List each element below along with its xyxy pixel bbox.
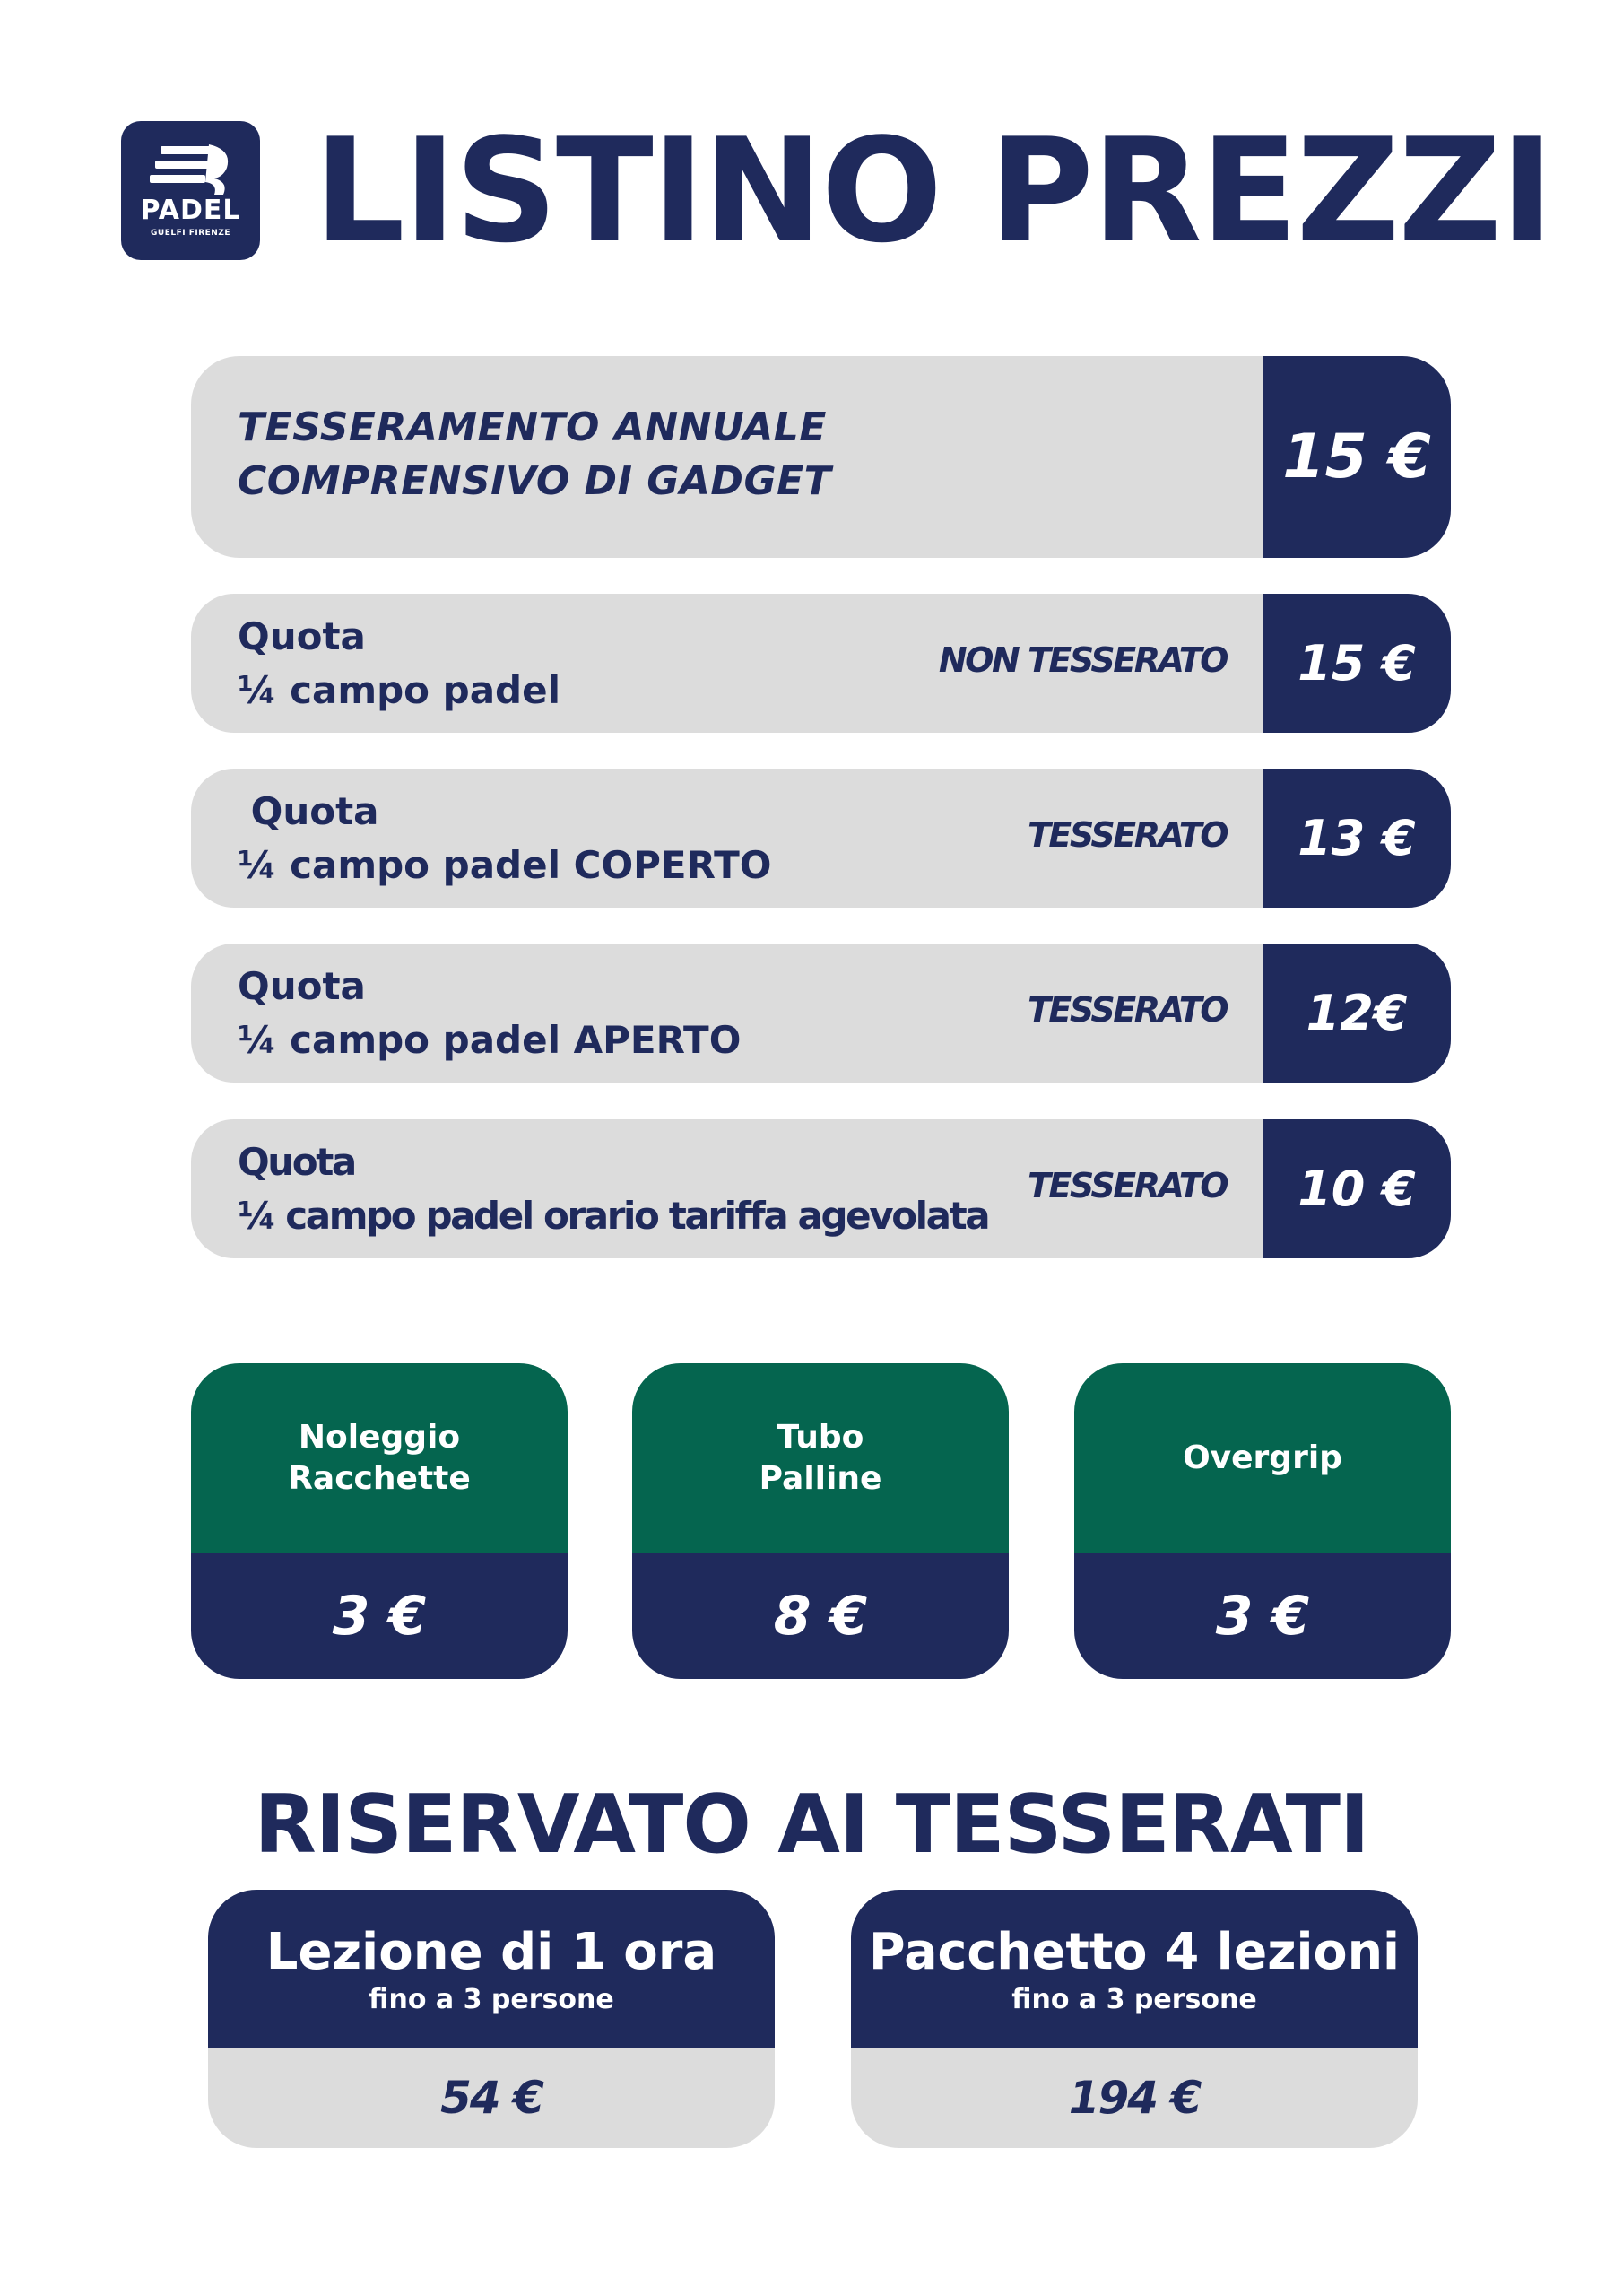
logo-wordmark: PADEL [140, 195, 241, 226]
rate-member-tag: TESSERATO [1028, 815, 1227, 855]
item-card-name [191, 1363, 568, 1553]
item-card-overgrip [1074, 1363, 1451, 1679]
rate-member-tag: NON TESSERATO [938, 640, 1227, 680]
rate-price: 10 € [1263, 1119, 1451, 1258]
item-card-price: 3 € [1074, 1553, 1451, 1679]
rate-row [191, 1119, 1451, 1258]
rate-label-line1: Quota [238, 789, 379, 833]
lesson-price: 194 € [1068, 2072, 1201, 2124]
membership-row [191, 356, 1451, 558]
rate-member-tag: TESSERATO [1028, 1166, 1227, 1205]
item-card-rackets [191, 1363, 568, 1679]
rate-label-line2: ¼ campo padel orario tariffa agevolata [238, 1194, 989, 1238]
rate-label [238, 785, 771, 892]
lesson-card-single [208, 1890, 775, 2148]
rate-price: 12€ [1263, 944, 1451, 1083]
rate-row [191, 594, 1451, 733]
item-name-text: Overgrip [1183, 1439, 1342, 1476]
club-logo [121, 121, 260, 260]
item-card-name [632, 1363, 1009, 1553]
item-card-price: 8 € [632, 1553, 1009, 1679]
rate-label [238, 1135, 988, 1243]
rate-label-line2: ¼ campo padel [238, 668, 560, 712]
membership-label [238, 401, 831, 509]
rate-label-line1: Quota [238, 964, 366, 1008]
item-card-price: 3 € [191, 1553, 568, 1679]
lesson-price: 54 € [440, 2072, 542, 2124]
rate-label-line1: Quota [238, 614, 366, 658]
logo-subtitle: GUELFI FIRENZE [151, 229, 230, 238]
rate-member-tag: TESSERATO [1028, 990, 1227, 1030]
members-section-title: RISERVATO AI TESSERATI [254, 1778, 1369, 1872]
page-title: LISTINO PREZZI [314, 107, 1552, 274]
padel-racket-logo-icon [121, 121, 260, 260]
membership-label-line1: TESSERAMENTO ANNUALE [238, 404, 827, 450]
item-name-text: Noleggio Racchette [288, 1419, 471, 1497]
lesson-title: Pacchetto 4 lezioni [868, 1923, 1401, 1981]
rate-price: 15 € [1263, 594, 1451, 733]
membership-label-line2: COMPRENSIVO DI GADGET [238, 458, 832, 504]
rate-row [191, 769, 1451, 908]
rate-label-line2: ¼ campo padel COPERTO [238, 843, 772, 887]
lesson-title: Lezione di 1 ora [265, 1923, 717, 1981]
rate-price: 13 € [1263, 769, 1451, 908]
item-card-balls [632, 1363, 1009, 1679]
lesson-subtitle: fino a 3 persone [1011, 1984, 1257, 2015]
lesson-card-header [851, 1890, 1418, 2048]
rate-label [238, 610, 560, 718]
rate-label-line2: ¼ campo padel APERTO [238, 1018, 742, 1062]
membership-price: 15 € [1263, 356, 1451, 558]
rate-row [191, 944, 1451, 1083]
rate-label-line1: Quota [238, 1140, 355, 1184]
lesson-card-header [208, 1890, 775, 2048]
rate-label [238, 960, 741, 1067]
lesson-card-package [851, 1890, 1418, 2148]
item-card-name [1074, 1363, 1451, 1553]
lesson-subtitle: fino a 3 persone [369, 1984, 614, 2015]
item-name-text: Tubo Palline [759, 1419, 882, 1497]
